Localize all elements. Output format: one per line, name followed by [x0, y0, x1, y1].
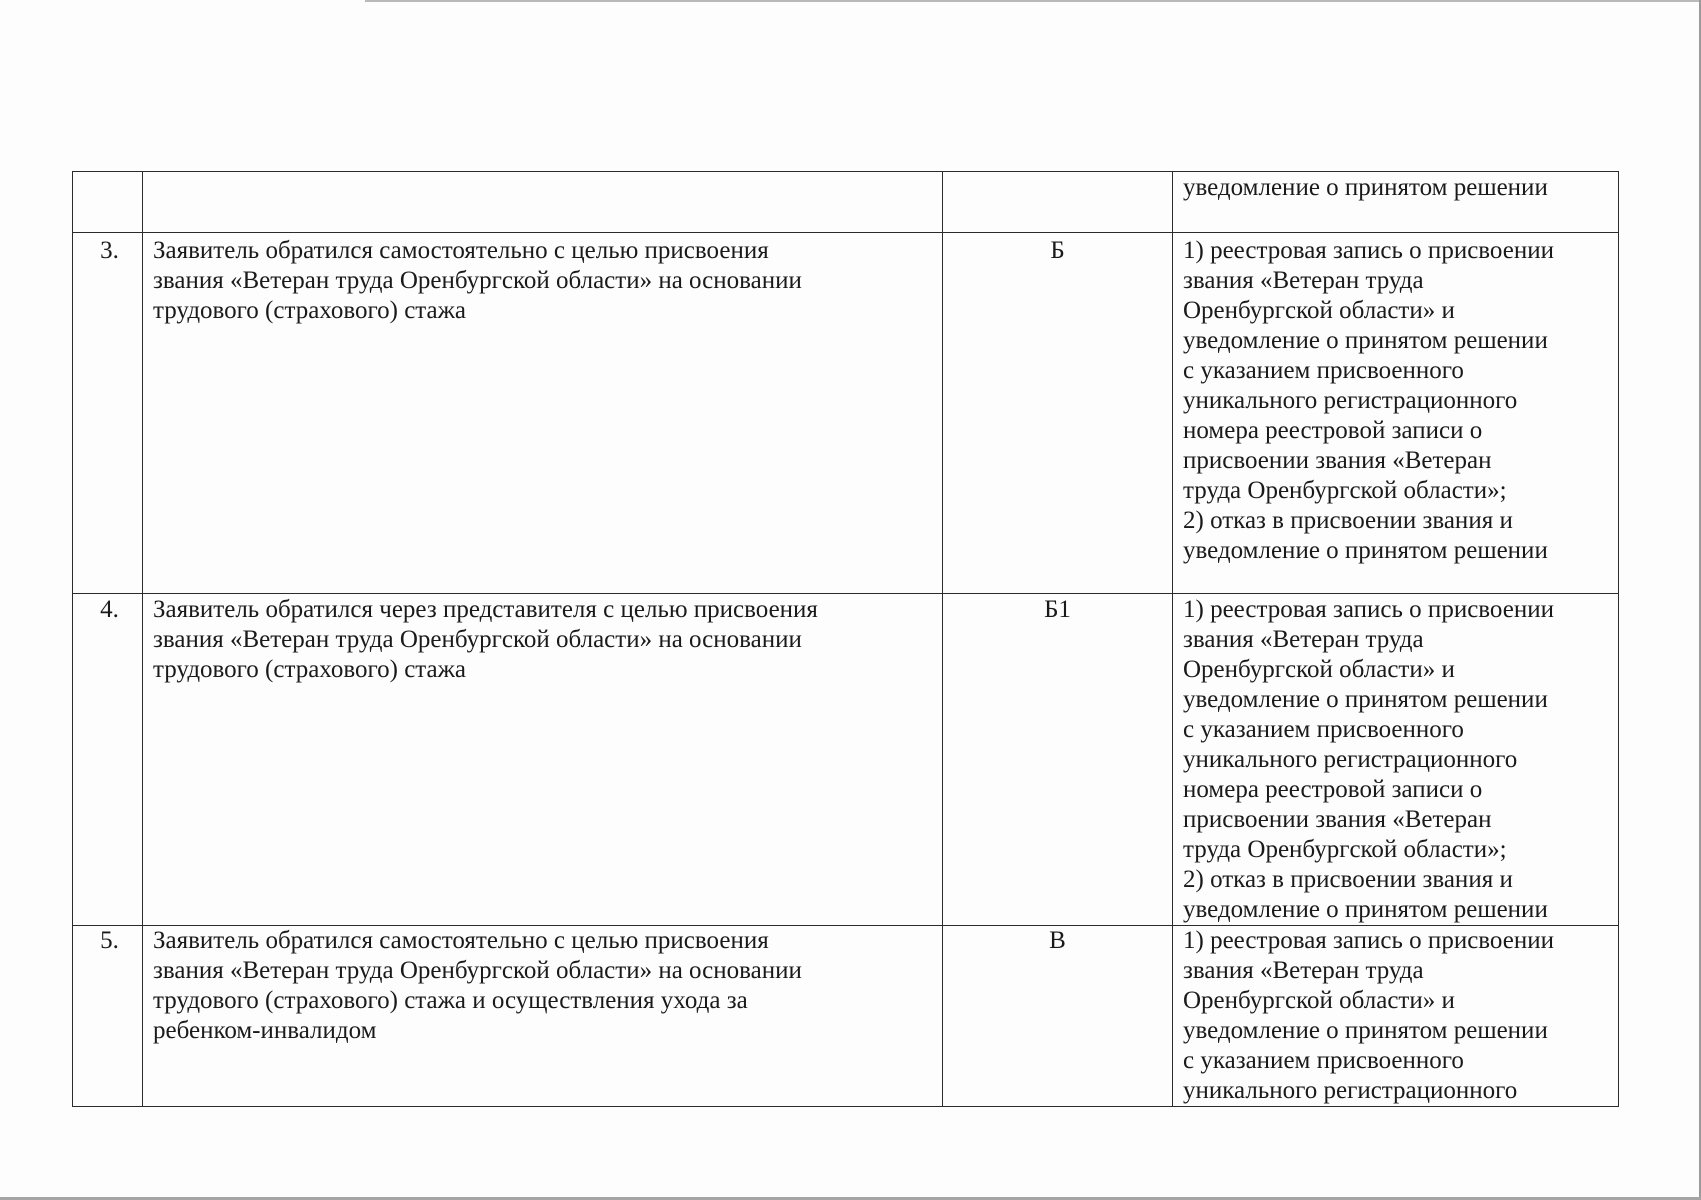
variants-table	[72, 171, 1619, 1107]
description-cell	[143, 233, 943, 594]
row-result: 1) реестровая запись о присвоении звания «Ветеран труда Оренбургской области» и уведомление о принятом решении с указанием присвоенного уникального регистрационного	[1183, 927, 1554, 1104]
description-cell	[143, 172, 943, 233]
row-description: Заявитель обратился самостоятельно с целью присвоения звания «Ветеран труда Оренбургской области» на основании трудового (страхового) стажа	[153, 237, 802, 324]
row-code	[943, 172, 1172, 173]
table-row	[73, 172, 1619, 233]
table-row	[73, 594, 1619, 926]
row-code: Б	[1050, 237, 1065, 264]
page-edge-top	[365, 0, 1701, 2]
row-number: 5.	[100, 927, 119, 954]
description-cell	[143, 594, 943, 926]
result-cell	[1173, 926, 1619, 1107]
row-result: уведомление о принятом решении	[1183, 174, 1548, 201]
code-cell	[943, 233, 1173, 594]
row-number: 3.	[100, 237, 119, 264]
row-code: Б1	[1044, 596, 1071, 623]
row-code: В	[1049, 927, 1066, 954]
row-number-cell	[73, 926, 143, 1107]
code-cell	[943, 172, 1173, 233]
description-cell	[143, 926, 943, 1107]
table-row	[73, 233, 1619, 594]
row-description: Заявитель обратился через представителя с целью присвоения звания «Ветеран труда Оренбургской области» на основании трудового (страхового) стажа	[153, 596, 818, 683]
row-number-cell	[73, 594, 143, 926]
code-cell	[943, 926, 1173, 1107]
row-number-cell	[73, 233, 143, 594]
code-cell	[943, 594, 1173, 926]
result-cell	[1173, 172, 1619, 233]
row-number: 4.	[100, 596, 119, 623]
row-number	[73, 172, 142, 173]
row-description: Заявитель обратился самостоятельно с целью присвоения звания «Ветеран труда Оренбургской области» на основании трудового (страхового) стажа и осуществления ухода за ребенком-инвалидом	[153, 927, 802, 1044]
result-cell	[1173, 594, 1619, 926]
row-number-cell	[73, 172, 143, 233]
row-result: 1) реестровая запись о присвоении звания «Ветеран труда Оренбургской области» и уведомление о принятом решении с указанием присвоенного уникального регистрационного номера реестровой записи о присвоении звания «Ветеран труда Оренбургской области»; 2) отказ в присвоении звания и уведомление о принятом решении	[1183, 596, 1554, 923]
row-description	[143, 172, 942, 173]
row-result: 1) реестровая запись о присвоении звания «Ветеран труда Оренбургской области» и уведомление о принятом решении с указанием присвоенного уникального регистрационного номера реестровой записи о присвоении звания «Ветеран труда Оренбургской области»; 2) отказ в присвоении звания и уведомление о принятом решении	[1183, 237, 1554, 564]
result-cell	[1173, 233, 1619, 594]
table-row	[73, 926, 1619, 1107]
